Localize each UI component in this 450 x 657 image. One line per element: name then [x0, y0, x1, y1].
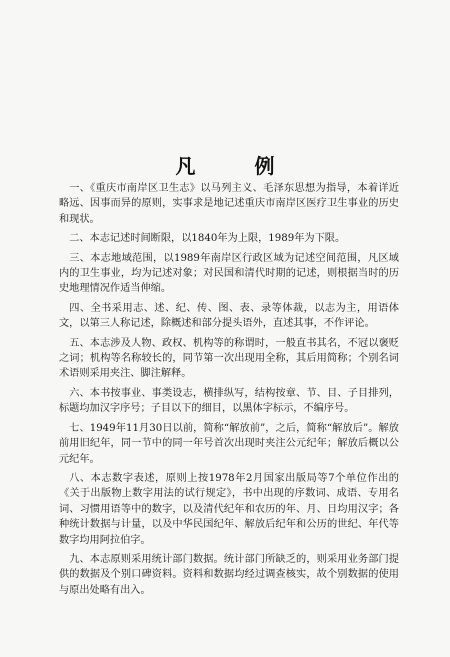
paragraph-8: 八、本志数字表述，原则上按1978年2月国家出版局等7个单位作出的《关于出版物上数字用法的试行规定》，书中出现的序数词、成语、专用名词、习惯用语等中的数字，以及清代纪年和农历的年、月、日均用汉字；各种统计数据与计量，以及中华民国纪年、解放后纪年和公历的世纪、年代等数字均用阿拉伯字。 — [59, 472, 399, 546]
paragraph-2: 二、本志记述时间断限，以1840年为上限，1989年为下限。 — [69, 233, 346, 245]
page-title: 凡 例 — [175, 154, 301, 178]
document-body — [59, 181, 399, 602]
paragraph-3: 三、本志地域范围，以1989年南岸区行政区域为记述空间范围，凡区域内的卫生事业，均为记述对象；对民国和清代时期的记述，则根据当时的历史地理情况作适当伸缩。 — [59, 252, 399, 295]
paragraph-6: 六、本书按事业、事类设志，横排纵写，结构按章、节、目、子目排列，标题均加汉字序号；子目以下的细目，以黑体字标示，不编序号。 — [59, 387, 399, 415]
paragraph-4: 四、全书采用志、述、纪、传、图、表、录等体裁，以志为主，用语体文，以第三人称记述，除概述和部分提头语外，直述其事，不作评论。 — [59, 302, 399, 330]
paragraph-7: 七、1949年11月30日以前，简称“解放前”，之后，简称“解放后”。解放前用旧纪年，同一节中的同一年号首次出现时夹注公元纪年；解放后概以公元纪年。 — [59, 422, 399, 465]
paragraph-9: 九、本志原则采用统计部门数据。统计部门所缺乏的，则采用业务部门提供的数据及个别口碑资料。资料和数据均经过调查核实，故个别数据的使用与原出处略有出入。 — [59, 553, 399, 596]
paragraph-1: 一、《重庆市南岸区卫生志》以马列主义、毛泽东思想为指导，本着详近略远、因事而异的原则，实事求是地记述重庆市南岸区医疗卫生事业的历史和现状。 — [59, 183, 399, 225]
paragraph-5: 五、本志涉及人物、政权、机构等的称谓时，一般直书其名，不冠以褒贬之词；机构等名称较长的，同节第一次出现用全称，其后用简称；个别名词术语则采用夹注、脚注解释。 — [59, 337, 399, 380]
